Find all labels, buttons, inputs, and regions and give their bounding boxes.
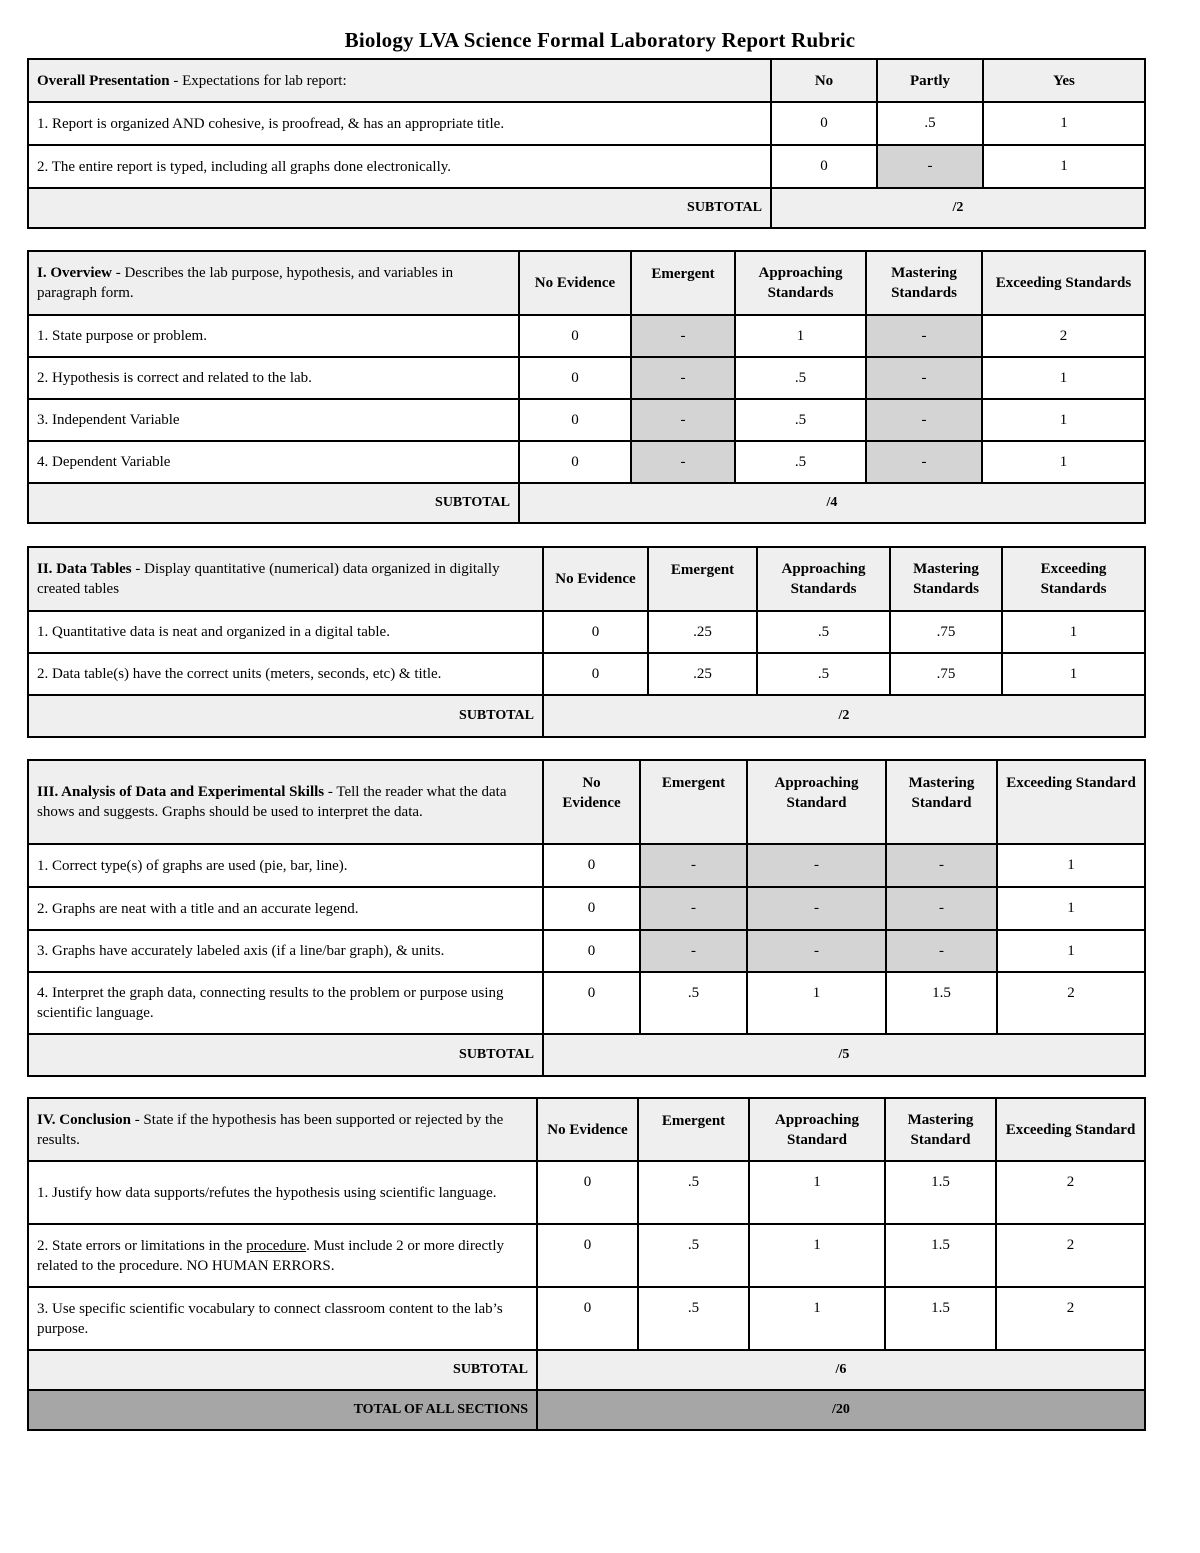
score-cell: - — [640, 930, 747, 972]
column-header: Exceeding Standards — [1002, 547, 1145, 611]
score-cell: 0 — [543, 972, 640, 1034]
score-cell: 1 — [982, 357, 1145, 399]
score-cell: 1 — [997, 844, 1145, 887]
score-cell: 1 — [982, 399, 1145, 441]
table-row — [28, 102, 1145, 145]
section-description: - Describes the lab purpose, hypothesis, and variables in paragraph form. — [37, 265, 454, 301]
column-header: Exceeding Standard — [997, 760, 1145, 844]
score-cell: 1.5 — [885, 1224, 996, 1287]
score-cell: 0 — [771, 145, 877, 188]
criterion-text: 1. Justify how data supports/refutes the hypothesis using scientific language. — [28, 1161, 537, 1224]
score-cell: 1 — [982, 441, 1145, 483]
score-cell: .75 — [890, 611, 1002, 653]
column-header: Emergent — [638, 1098, 749, 1161]
subtotal-value: /4 — [519, 483, 1145, 523]
data-tables-table — [27, 546, 1146, 738]
column-header: Mastering Standard — [885, 1098, 996, 1161]
column-header: Mastering Standards — [866, 251, 982, 315]
table-row — [28, 1224, 1145, 1287]
table-row — [28, 653, 1145, 695]
score-cell: .5 — [638, 1287, 749, 1350]
subtotal-value: /5 — [543, 1034, 1145, 1076]
score-cell: .75 — [890, 653, 1002, 695]
column-header: Approaching Standards — [735, 251, 866, 315]
score-cell: 1 — [747, 972, 886, 1034]
column-header: Exceeding Standards — [982, 251, 1145, 315]
table-row — [28, 972, 1145, 1034]
column-header: Approaching Standard — [749, 1098, 885, 1161]
table-row — [28, 315, 1145, 357]
section-heading: II. Data Tables — [37, 561, 132, 577]
subtotal-row — [28, 188, 1145, 228]
score-cell: 1 — [749, 1287, 885, 1350]
section-heading: III. Analysis of Data and Experimental Skills — [37, 784, 325, 800]
score-cell: 1 — [1002, 611, 1145, 653]
subtotal-label: SUBTOTAL — [28, 695, 543, 737]
score-cell: .5 — [757, 653, 890, 695]
score-cell: 2 — [996, 1224, 1145, 1287]
score-cell: - — [631, 315, 735, 357]
score-cell: 0 — [519, 357, 631, 399]
column-header: Exceeding Standard — [996, 1098, 1145, 1161]
subtotal-label: SUBTOTAL — [28, 483, 519, 523]
column-header: No — [771, 59, 877, 102]
score-cell: 0 — [537, 1161, 638, 1224]
score-cell: .5 — [640, 972, 747, 1034]
column-header: No Evidence — [537, 1098, 638, 1161]
score-cell: 2 — [996, 1161, 1145, 1224]
column-header: Emergent — [648, 547, 757, 611]
column-header: Emergent — [640, 760, 747, 844]
score-cell: - — [747, 930, 886, 972]
score-cell: 1 — [997, 887, 1145, 930]
score-cell: .25 — [648, 653, 757, 695]
score-cell: 2 — [997, 972, 1145, 1034]
score-cell: 0 — [543, 844, 640, 887]
overview-table — [27, 250, 1146, 524]
score-cell: .5 — [735, 441, 866, 483]
table-row — [28, 1287, 1145, 1350]
score-cell: 1 — [749, 1224, 885, 1287]
score-cell: 1 — [735, 315, 866, 357]
column-header: Partly — [877, 59, 983, 102]
score-cell: - — [886, 844, 997, 887]
subtotal-row — [28, 1350, 1145, 1390]
criterion-text: 3. Graphs have accurately labeled axis (if a line/bar graph), & units. — [28, 930, 543, 972]
score-cell: - — [877, 145, 983, 188]
table-row — [28, 887, 1145, 930]
score-cell: 1 — [749, 1161, 885, 1224]
score-cell: 0 — [543, 930, 640, 972]
score-cell: 2 — [996, 1287, 1145, 1350]
section-header — [28, 59, 771, 102]
score-cell: 2 — [982, 315, 1145, 357]
subtotal-label: SUBTOTAL — [28, 1034, 543, 1076]
section-description: - State if the hypothesis has been supported or rejected by the results. — [37, 1111, 504, 1148]
table-row — [28, 441, 1145, 483]
criterion-text: 2. Graphs are neat with a title and an accurate legend. — [28, 887, 543, 930]
section-heading: IV. Conclusion — [37, 1111, 131, 1128]
table-row — [28, 357, 1145, 399]
criterion-text — [28, 1224, 537, 1287]
section-description: - Display quantitative (numerical) data organized in digitally created tables — [37, 561, 500, 597]
score-cell: - — [640, 887, 747, 930]
table-row — [28, 1161, 1145, 1224]
table-row — [28, 844, 1145, 887]
column-header: Mastering Standard — [886, 760, 997, 844]
score-cell: 1 — [983, 102, 1145, 145]
subtotal-value: /2 — [771, 188, 1145, 228]
score-cell: 0 — [771, 102, 877, 145]
subtotal-label: SUBTOTAL — [28, 1350, 537, 1390]
criterion-text: 3. Independent Variable — [28, 399, 519, 441]
score-cell: - — [631, 399, 735, 441]
total-row — [28, 1390, 1145, 1430]
score-cell: - — [886, 887, 997, 930]
column-header: Approaching Standard — [747, 760, 886, 844]
conclusion-table — [27, 1097, 1146, 1431]
score-cell: 0 — [519, 399, 631, 441]
criterion-text: 2. The entire report is typed, including all graphs done electronically. — [28, 145, 771, 188]
table-row — [28, 399, 1145, 441]
score-cell: .25 — [648, 611, 757, 653]
subtotal-row — [28, 483, 1145, 523]
score-cell: 1 — [1002, 653, 1145, 695]
criterion-text-part: 2. State errors or limitations in the — [37, 1237, 247, 1254]
score-cell: 0 — [519, 315, 631, 357]
score-cell: - — [866, 399, 982, 441]
column-header: Approaching Standards — [757, 547, 890, 611]
score-cell: - — [631, 357, 735, 399]
section-header — [28, 760, 543, 844]
score-cell: - — [866, 357, 982, 399]
score-cell: 0 — [543, 611, 648, 653]
criterion-text-part: . Must include 2 or more directly related to the procedure. NO HUMAN ERRORS. — [37, 1237, 504, 1274]
column-header: No Evidence — [519, 251, 631, 315]
column-header: No Evidence — [543, 547, 648, 611]
score-cell: - — [640, 844, 747, 887]
criterion-text: 4. Dependent Variable — [28, 441, 519, 483]
section-header — [28, 547, 543, 611]
score-cell: - — [866, 441, 982, 483]
score-cell: - — [631, 441, 735, 483]
table-row — [28, 930, 1145, 972]
score-cell: 0 — [537, 1224, 638, 1287]
score-cell: 1 — [983, 145, 1145, 188]
total-value: /20 — [537, 1390, 1145, 1430]
score-cell: .5 — [735, 399, 866, 441]
criterion-text: 4. Interpret the graph data, connecting results to the problem or purpose using scientific language. — [28, 972, 543, 1034]
section-description: - Expectations for lab report: — [169, 72, 347, 89]
section-header — [28, 251, 519, 315]
total-label: TOTAL OF ALL SECTIONS — [28, 1390, 537, 1430]
criterion-text-underlined: procedure — [246, 1237, 307, 1254]
column-header: Emergent — [631, 251, 735, 315]
column-header: No Evidence — [543, 760, 640, 844]
section-heading: Overall Presentation — [37, 72, 170, 89]
criterion-text: 2. Data table(s) have the correct units (meters, seconds, etc) & title. — [28, 653, 543, 695]
column-header: Mastering Standards — [890, 547, 1002, 611]
score-cell: .5 — [877, 102, 983, 145]
section-header — [28, 1098, 537, 1161]
criterion-text: 2. Hypothesis is correct and related to the lab. — [28, 357, 519, 399]
score-cell: - — [866, 315, 982, 357]
score-cell: .5 — [638, 1224, 749, 1287]
section-heading: I. Overview — [37, 265, 112, 281]
criterion-text: 1. Correct type(s) of graphs are used (pie, bar, line). — [28, 844, 543, 887]
subtotal-value: /2 — [543, 695, 1145, 737]
score-cell: .5 — [735, 357, 866, 399]
subtotal-label: SUBTOTAL — [28, 188, 771, 228]
analysis-table — [27, 759, 1146, 1077]
score-cell: - — [886, 930, 997, 972]
subtotal-row — [28, 1034, 1145, 1076]
score-cell: 1.5 — [885, 1161, 996, 1224]
subtotal-value: /6 — [537, 1350, 1145, 1390]
criterion-text: 1. Quantitative data is neat and organized in a digital table. — [28, 611, 543, 653]
score-cell: - — [747, 844, 886, 887]
score-cell: 1.5 — [886, 972, 997, 1034]
column-header: Yes — [983, 59, 1145, 102]
section-description: - Tell the reader what the data shows and suggests. Graphs should be used to interpret the data. — [37, 784, 507, 820]
score-cell: - — [747, 887, 886, 930]
score-cell: .5 — [638, 1161, 749, 1224]
page-title: Biology LVA Science Formal Laboratory Report Rubric — [344, 28, 856, 52]
criterion-text: 3. Use specific scientific vocabulary to connect classroom content to the lab’s purpose. — [28, 1287, 537, 1350]
subtotal-row — [28, 695, 1145, 737]
score-cell: 0 — [537, 1287, 638, 1350]
table-row — [28, 611, 1145, 653]
score-cell: .5 — [757, 611, 890, 653]
score-cell: 1.5 — [885, 1287, 996, 1350]
score-cell: 0 — [543, 887, 640, 930]
criterion-text: 1. State purpose or problem. — [28, 315, 519, 357]
score-cell: 0 — [519, 441, 631, 483]
criterion-text: 1. Report is organized AND cohesive, is proofread, & has an appropriate title. — [28, 102, 771, 145]
score-cell: 0 — [543, 653, 648, 695]
score-cell: 1 — [997, 930, 1145, 972]
table-row — [28, 145, 1145, 188]
overall-presentation-table — [27, 58, 1146, 229]
